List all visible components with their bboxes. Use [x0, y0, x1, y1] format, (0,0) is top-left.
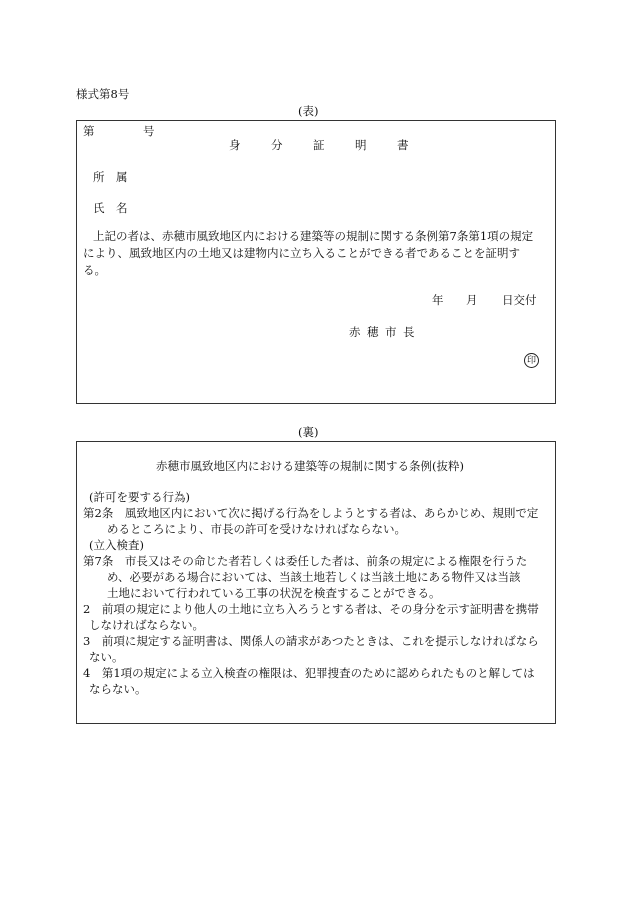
affiliation-label: 所 属: [93, 170, 128, 184]
article-2-line: めるところにより、市長の許可を受けなければならない。: [107, 522, 406, 536]
certification-text-line: 上記の者は、赤穂市風致地区内における建築等の規制に関する条例第7条第1項の規定: [93, 229, 534, 243]
section-heading: (立入検査): [89, 538, 144, 552]
certification-text-line: により、風致地区内の土地又は建物内に立ち入ることができる者であることを証明す: [83, 246, 520, 260]
issuer-char: 市: [385, 325, 397, 339]
certificate-front-box: [76, 120, 556, 404]
article-7-line: 土地において行われている工事の状況を検査することができる。: [107, 586, 441, 600]
number-suffix: 号: [143, 124, 155, 138]
issuer-char: 赤: [349, 325, 361, 339]
form-number: 様式第8号: [76, 87, 130, 101]
back-title: 赤穂市風致地区内における建築等の規制に関する条例(抜粋): [156, 459, 464, 473]
paragraph-3-line: 3 前項に規定する証明書は、関係人の請求があつたときは、これを提示しなければなら: [83, 634, 539, 648]
title-char: 明: [355, 138, 367, 152]
paragraph-2-line: 2 前項の規定により他人の土地に立ち入ろうとする者は、その身分を示す証明書を携帯: [83, 602, 539, 616]
section-heading: (許可を要する行為): [89, 490, 190, 504]
issuer-char: 長: [403, 325, 415, 339]
name-label: 氏 名: [93, 201, 128, 215]
title-char: 分: [271, 138, 283, 152]
title-char: 書: [397, 138, 409, 152]
seal-mark-icon: 印: [524, 353, 539, 368]
number-prefix: 第: [83, 124, 95, 138]
article-7-line: め、必要がある場合においては、当該土地若しくは当該土地にある物件又は当該: [107, 570, 521, 584]
certificate-back-box: [76, 441, 556, 724]
paragraph-3-line: ない。: [89, 650, 124, 664]
paragraph-4-line: 4 第1項の規定による立入検査の権限は、犯罪捜査のために認められたものと解しては: [83, 666, 535, 680]
back-side-label: (裏): [298, 425, 319, 439]
certification-text-line: る。: [83, 263, 106, 277]
title-char: 身: [229, 138, 241, 152]
article-2-line: 第2条 風致地区内において次に掲げる行為をしようとする者は、あらかじめ、規則で定: [83, 506, 539, 520]
date-year: 年: [432, 293, 444, 307]
article-7-line: 第7条 市長又はその命じた者若しくは委任した者は、前条の規定による権限を行うた: [83, 554, 528, 568]
date-issued: 日交付: [502, 293, 537, 307]
front-side-label: (表): [298, 104, 319, 118]
issuer-char: 穂: [367, 325, 379, 339]
date-month: 月: [466, 293, 478, 307]
paragraph-4-line: ならない。: [89, 682, 147, 696]
title-char: 証: [313, 138, 325, 152]
paragraph-2-line: しなければならない。: [89, 618, 204, 632]
